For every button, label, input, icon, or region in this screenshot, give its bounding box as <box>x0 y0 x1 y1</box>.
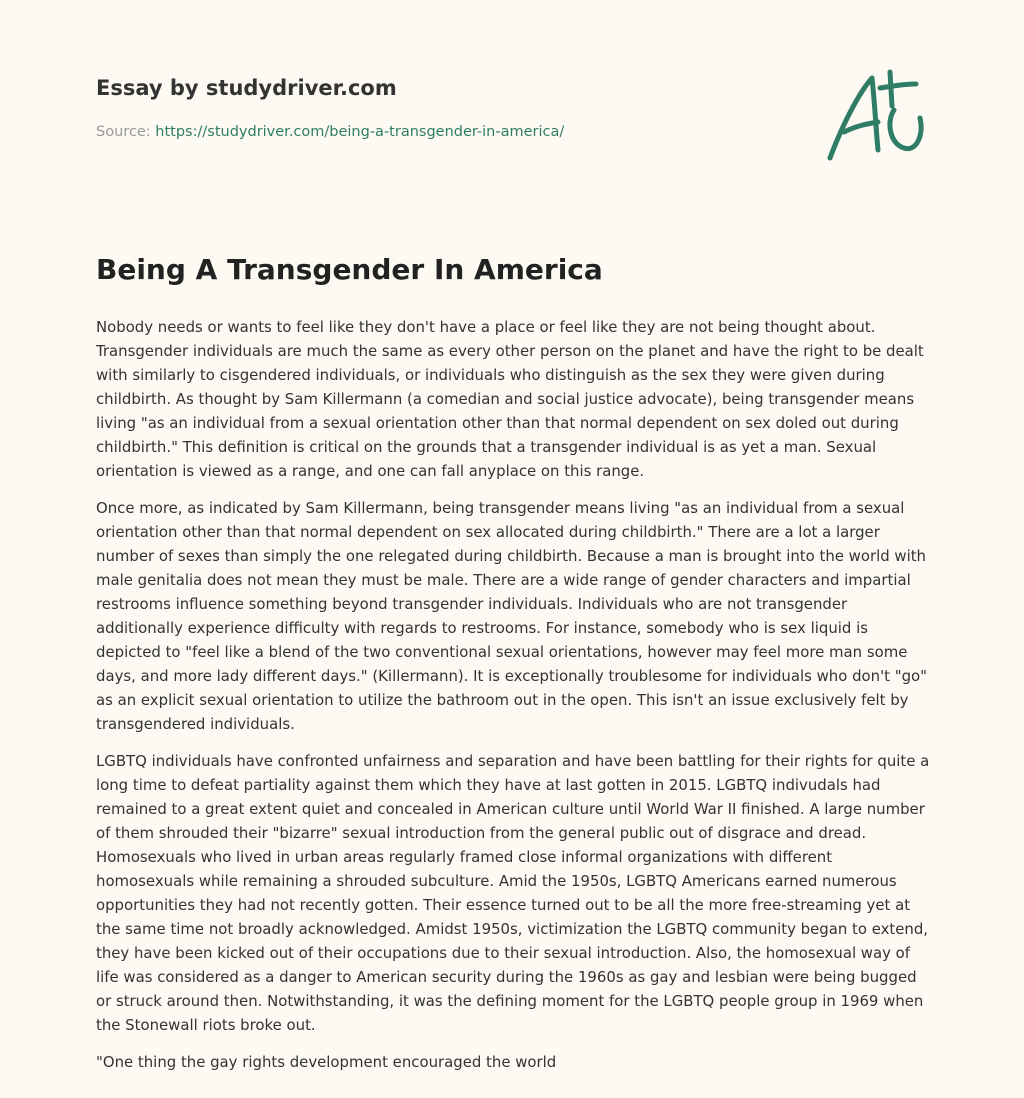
source-line <box>96 124 564 140</box>
source-link[interactable]: https://studydriver.com/being-a-transgender-in-america/ <box>155 124 565 140</box>
source-label: Source: <box>96 124 156 140</box>
article-title: Being A Transgender In America <box>96 253 603 286</box>
article-paragraph: "One thing the gay rights development encouraged the world <box>96 1053 557 1071</box>
site-brand: Essay by studydriver.com <box>96 76 397 100</box>
article-paragraph: Once more, as indicated by Sam Killermann, being transgender means living "as an individual from a sexual orientation other than that normal dependent on sex allocated during childbirth." There are a lot a larger number of sexes than simply the one relegated during childbirth. Because a man is brought into the world with male genitalia does not mean they must be male. There are a wide range of gender characters and impartial restrooms influence something beyond transgender individuals. Individuals who are not transgender additionally experience difficulty with regards to restrooms. For instance, somebody who is sex liquid is depicted to "feel like a blend of the two conventional sexual orientations, however may feel more man some days, and more lady different days." (Killermann). It is exceptionally troublesome for individuals who don't "go" as an explicit sexual orientation to utilize the bathroom out in the open. This isn't an issue exclusively felt by transgendered individuals. <box>96 499 928 733</box>
article-paragraph: Nobody needs or wants to feel like they don't have a place or feel like they are not being thought about. Transgender individuals are much the same as every other person on the planet and have the right to be dealt with similarly to cisgendered individuals, or individuals who distinguish as the sex they were given during childbirth. As thought by Sam Killermann (a comedian and social justice advocate), being transgender means living "as an individual from a sexual orientation other than that normal dependent on sex doled out during childbirth." This definition is critical on the grounds that a transgender individual is as yet a man. Sexual orientation is viewed as a range, and one can fall anyplace on this range. <box>96 318 924 480</box>
a-plus-logo-icon <box>820 66 930 166</box>
article-paragraph: LGBTQ individuals have confronted unfairness and separation and have been battling for their rights for quite a long time to defeat partiality against them which they have at last gotten in 2015. LGBTQ indivudals had remained to a great extent quiet and concealed in American culture until World War II finished. A large number of them shrouded their "bizarre" sexual introduction from the general public out of disgrace and dread. Homosexuals who lived in urban areas regularly framed close informal organizations with different homosexuals while remaining a shrouded subculture. Amid the 1950s, LGBTQ Americans earned numerous opportunities they had not recently gotten. Their essence turned out to be all the more free-streaming yet at the same time not broadly acknowledged. Amidst 1950s, victimization the LGBTQ community began to extend, they have been kicked out of their occupations due to their sexual introduction. Also, the homosexual way of life was considered as a danger to American security during the 1960s as gay and lesbian were being bugged or struck around then. Notwithstanding, it was the defining moment for the LGBTQ people group in 1969 when the Stonewall riots broke out. <box>96 752 930 1034</box>
article-body <box>96 315 931 1087</box>
